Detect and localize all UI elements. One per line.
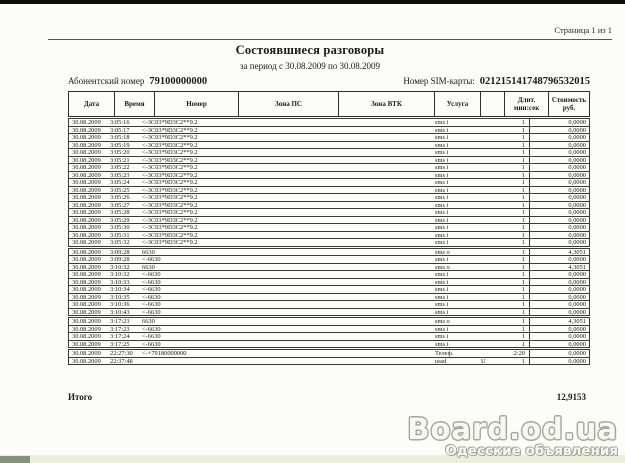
cell-date: 30.08.2009 [72, 134, 101, 141]
cell-service: sms i [435, 325, 449, 333]
cell-date: 30.08.2009 [72, 278, 101, 286]
cell-number: <-6630 [142, 301, 161, 308]
cell-duration: 1 [521, 209, 525, 216]
cell-cost: 0,0000 [568, 149, 586, 156]
cell-duration: 1 [521, 164, 525, 171]
cell-duration: 1 [521, 126, 525, 134]
cell-duration: 1 [521, 357, 525, 365]
cell-time: 3:10:32 [110, 271, 130, 278]
cell-date: 30.08.2009 [72, 179, 101, 186]
cell-service: sms i [435, 194, 449, 201]
cell-duration: 1 [521, 308, 525, 316]
cell-time: 3:05:30 [110, 224, 130, 231]
cell-time: 3:10:33 [110, 278, 130, 286]
cell-cost: 0,0000 [568, 164, 586, 171]
cell-time: 3:05:25 [110, 186, 130, 194]
cell-cost: 0,0000 [568, 231, 586, 239]
page-indicator: Страница 1 из 1 [554, 25, 612, 35]
cell-cost: 0,0000 [568, 278, 586, 286]
cell-date: 30.08.2009 [72, 293, 101, 301]
cell-service: sms i [435, 293, 449, 301]
sim-number-value: 021215141748796532015 [479, 76, 590, 87]
cell-service: sms i [435, 333, 449, 340]
watermark [407, 412, 618, 459]
cell-number: <-6630 [142, 256, 161, 263]
cell-service: sms i [435, 149, 449, 156]
account-line [68, 76, 590, 87]
cell-time: 3:05:23 [110, 171, 130, 179]
total-value: 12,9153 [556, 392, 586, 402]
cell-time: 3:05:22 [110, 164, 130, 171]
cell-service: sms i [435, 201, 449, 209]
cell-duration: 1 [521, 231, 525, 239]
cell-date: 30.08.2009 [72, 333, 101, 340]
cell-service: sms i [435, 256, 449, 263]
cell-number: <-3C03*9D3C2**9.2 [142, 119, 198, 126]
cell-service: sms i [435, 164, 449, 171]
cell-date: 30.08.2009 [72, 149, 101, 156]
cell-time: 3:17:25 [110, 340, 130, 348]
cell-number: <-3C03*9D3C2**9.2 [142, 141, 198, 149]
cell-number: <-3C03*9D3C2**9.2 [142, 239, 198, 246]
cell-duration: 1 [521, 325, 525, 333]
column-header-number: Номер [155, 92, 239, 116]
cell-date: 30.08.2009 [72, 271, 101, 278]
cell-duration: 1 [521, 333, 525, 340]
cell-date: 30.08.2009 [72, 248, 101, 256]
cell-cost: 0,0000 [568, 194, 586, 201]
cell-number: <-6630 [142, 325, 161, 333]
cell-time: 3:05:31 [110, 231, 130, 239]
cell-duration: 1 [521, 141, 525, 149]
cell-cost: 0,0000 [568, 119, 586, 126]
cell-time: 3:17:23 [110, 318, 130, 325]
column-header-cost: Стоимость руб. [551, 95, 587, 112]
cell-number: 6630 [142, 318, 155, 325]
cell-time: 3:05:17 [110, 126, 130, 134]
cell-cost: 4,3051 [568, 248, 586, 256]
cell-duration: 1 [521, 119, 525, 126]
cell-time: 3:10:43 [110, 308, 130, 316]
cell-cost: 0,0000 [568, 216, 586, 224]
column-header-blank [481, 92, 505, 116]
cell-time: 3:05:26 [110, 194, 130, 201]
column-header-duration: Длит. мин:сек [505, 92, 549, 116]
cell-time: 3:05:27 [110, 201, 130, 209]
cell-duration: 1 [521, 293, 525, 301]
watermark-site-name: Board.od.ua [407, 412, 618, 446]
cell-duration: 1 [521, 271, 525, 278]
cell-cost: 0,0000 [568, 201, 586, 209]
cost-column-divider [529, 238, 530, 247]
cell-time: 3:17:23 [110, 325, 130, 333]
column-header-service: Услуга [435, 92, 481, 116]
cell-cost: 0,0000 [568, 179, 586, 186]
column-header-date: Дата [69, 92, 115, 116]
cell-cost: 0,0000 [568, 301, 586, 308]
cell-date: 30.08.2009 [72, 308, 101, 316]
cell-cost: 0,0000 [568, 286, 586, 293]
cell-number: <-3C03*9D3C2**9.2 [142, 134, 198, 141]
cell-number: <-3C03*9D3C2**9.2 [142, 231, 198, 239]
column-header-zone-ps: Зона ПС [239, 92, 339, 116]
cell-duration: 1 [521, 156, 525, 164]
cell-date: 30.08.2009 [72, 141, 101, 149]
cell-number: <-3C03*9D3C2**9.2 [142, 171, 198, 179]
cell-service: sms i [435, 209, 449, 216]
cost-column-divider [529, 340, 530, 349]
cell-time: 3:09:28 [110, 248, 130, 256]
cell-service: Телеф. [435, 350, 454, 357]
total-label: Итого [68, 392, 93, 402]
watermark-tagline: Одесские объявления [445, 443, 618, 459]
cell-duration: 1 [521, 239, 525, 246]
cell-service: sms i [435, 301, 449, 308]
cell-service: sms i [435, 216, 449, 224]
cell-number: <-6630 [142, 286, 161, 293]
cell-duration: 1 [521, 194, 525, 201]
cell-number: <-3C03*9D3C2**9.2 [142, 201, 198, 209]
cell-time: 3:10:35 [110, 293, 130, 301]
cell-cost: 0,0000 [568, 224, 586, 231]
cell-duration: 1 [521, 186, 525, 194]
cell-duration: 1 [521, 278, 525, 286]
sim-number-label: Номер SIM-карты: [403, 76, 475, 86]
cell-flag: U [481, 357, 486, 365]
cell-cost: 4,3051 [568, 318, 586, 325]
table-row [68, 308, 590, 317]
subscriber-number-group [68, 76, 207, 87]
cell-time: 3:05:20 [110, 149, 130, 156]
cell-service: ussd [435, 357, 447, 365]
cell-cost: 4,3051 [568, 263, 586, 271]
cell-date: 30.08.2009 [72, 126, 101, 134]
cell-time: 22:27:30 [110, 350, 133, 357]
cell-service: sms i [435, 340, 449, 348]
cell-time: 22:37:48 [110, 357, 133, 365]
cell-date: 30.08.2009 [72, 318, 101, 325]
cell-duration: 1 [521, 201, 525, 209]
cell-date: 30.08.2009 [72, 164, 101, 171]
cell-date: 30.08.2009 [72, 239, 101, 246]
cell-time: 3:10:36 [110, 301, 130, 308]
cell-number: <-6630 [142, 271, 161, 278]
cell-number: <-3C03*9D3C2**9.2 [142, 164, 198, 171]
cell-date: 30.08.2009 [72, 340, 101, 348]
cell-time: 3:05:19 [110, 141, 130, 149]
cell-number: <-3C03*9D3C2**9.2 [142, 186, 198, 194]
cell-date: 30.08.2009 [72, 171, 101, 179]
cell-cost: 0,0000 [568, 156, 586, 164]
cell-service: sms i [435, 271, 449, 278]
total-row [68, 392, 586, 402]
cell-date: 30.08.2009 [72, 224, 101, 231]
sim-number-group [403, 76, 590, 87]
cell-duration: 1 [521, 318, 525, 325]
cell-number: <-6630 [142, 308, 161, 316]
cell-date: 30.08.2009 [72, 286, 101, 293]
table-row [68, 357, 590, 366]
cell-duration: 1 [521, 340, 525, 348]
cell-service: sms o [435, 318, 450, 325]
cell-duration: 1 [521, 216, 525, 224]
cell-cost: 0,0000 [568, 333, 586, 340]
cell-service: sms i [435, 278, 449, 286]
cell-duration: 1 [521, 248, 525, 256]
cell-time: 3:05:24 [110, 179, 130, 186]
cell-number: <-3C03*9D3C2**9.2 [142, 156, 198, 164]
cell-number: <-+79180000000 [142, 350, 187, 357]
cell-number: <-3C03*9D3C2**9.2 [142, 216, 198, 224]
table-row [68, 340, 590, 349]
cell-date: 30.08.2009 [72, 256, 101, 263]
cell-duration: 1 [521, 171, 525, 179]
cell-number: <-3C03*9D3C2**9.2 [142, 194, 198, 201]
cell-cost: 0,0000 [568, 308, 586, 316]
cell-service: sms o [435, 263, 450, 271]
table-rows [68, 118, 590, 365]
cell-date: 30.08.2009 [72, 216, 101, 224]
cell-number: <-3C03*9D3C2**9.2 [142, 126, 198, 134]
cell-time: 3:09:28 [110, 256, 130, 263]
cell-cost: 0,0000 [568, 209, 586, 216]
cell-service: sms i [435, 286, 449, 293]
cell-service: sms i [435, 239, 449, 246]
cell-time: 3:10:32 [110, 263, 130, 271]
cell-cost: 0,0000 [568, 256, 586, 263]
cell-service: sms i [435, 171, 449, 179]
cell-cost: 0,0000 [568, 271, 586, 278]
cell-time: 3:05:28 [110, 209, 130, 216]
cell-duration: 1 [521, 149, 525, 156]
cell-time: 3:05:32 [110, 239, 130, 246]
bottom-strip-block [0, 456, 30, 463]
cell-time: 3:05:21 [110, 156, 130, 164]
cell-duration: 1 [521, 286, 525, 293]
cell-duration: 2:20 [513, 350, 525, 357]
cell-date: 30.08.2009 [72, 263, 101, 271]
cell-cost: 0,0000 [568, 357, 586, 365]
cell-date: 30.08.2009 [72, 325, 101, 333]
cell-service: sms i [435, 308, 449, 316]
page-title: Состоявшиеся разговоры [235, 43, 385, 57]
cell-duration: 1 [521, 301, 525, 308]
cell-duration: 1 [521, 256, 525, 263]
cell-service: sms i [435, 179, 449, 186]
cell-service: sms i [435, 126, 449, 134]
cell-number: 6630 [142, 263, 155, 271]
cell-cost: 0,0000 [568, 186, 586, 194]
cell-date: 30.08.2009 [72, 209, 101, 216]
column-header-zone-vtk: Зона ВТК [339, 92, 435, 116]
cell-date: 30.08.2009 [72, 119, 101, 126]
cell-service: sms i [435, 186, 449, 194]
cell-number: 6630 [142, 248, 155, 256]
cell-duration: 1 [521, 134, 525, 141]
cell-number: <-6630 [142, 333, 161, 340]
cell-duration: 1 [521, 263, 525, 271]
cost-column-divider [529, 357, 530, 366]
report-period: за период с 30.08.2009 по 30.08.2009 [239, 61, 381, 71]
cell-service: sms i [435, 119, 449, 126]
cost-column-divider [529, 308, 530, 317]
cell-date: 30.08.2009 [72, 350, 101, 357]
cell-date: 30.08.2009 [72, 357, 101, 365]
cell-number: <-6630 [142, 278, 161, 286]
cell-cost: 0,0000 [568, 126, 586, 134]
cell-duration: 1 [521, 179, 525, 186]
table-header [68, 91, 590, 117]
cell-cost: 0,0000 [568, 141, 586, 149]
cell-number: <-3C03*9D3C2**9.2 [142, 179, 198, 186]
cell-time: 3:05:29 [110, 216, 130, 224]
column-header-time: Время [115, 92, 155, 116]
header-rule [48, 39, 612, 40]
cell-number: <-6630 [142, 293, 161, 301]
cell-time: 3:17:24 [110, 333, 130, 340]
cell-cost: 0,0000 [568, 340, 586, 348]
cell-cost: 0,0000 [568, 171, 586, 179]
cell-date: 30.08.2009 [72, 301, 101, 308]
cell-cost: 0,0000 [568, 134, 586, 141]
cell-cost: 0,0000 [568, 350, 586, 357]
cell-date: 30.08.2009 [72, 194, 101, 201]
subscriber-number-label: Абонентский номер [68, 76, 145, 86]
cell-duration: 1 [521, 224, 525, 231]
cell-cost: 0,0000 [568, 293, 586, 301]
cell-service: sms i [435, 156, 449, 164]
scan-top-bar [0, 0, 625, 4]
cell-service: sms o [435, 248, 450, 256]
cell-date: 30.08.2009 [72, 156, 101, 164]
cell-service: sms i [435, 134, 449, 141]
cell-date: 30.08.2009 [72, 186, 101, 194]
cell-number: <-6630 [142, 340, 161, 348]
cell-time: 3:10:34 [110, 286, 130, 293]
cell-service: sms i [435, 141, 449, 149]
cell-time: 3:05:18 [110, 134, 130, 141]
cell-cost: 0,0000 [568, 325, 586, 333]
cell-time: 3:05:16 [110, 119, 130, 126]
cell-number: <-3C03*9D3C2**9.2 [142, 224, 198, 231]
cell-date: 30.08.2009 [72, 231, 101, 239]
cell-date: 30.08.2009 [72, 201, 101, 209]
cell-service: sms i [435, 224, 449, 231]
cell-service: sms i [435, 231, 449, 239]
cell-number: <-3C03*9D3C2**9.2 [142, 209, 198, 216]
cell-cost: 0,0000 [568, 239, 586, 246]
cell-number: <-3C03*9D3C2**9.2 [142, 149, 198, 156]
subscriber-number-value: 79100000000 [149, 76, 208, 87]
table-row [68, 238, 590, 247]
